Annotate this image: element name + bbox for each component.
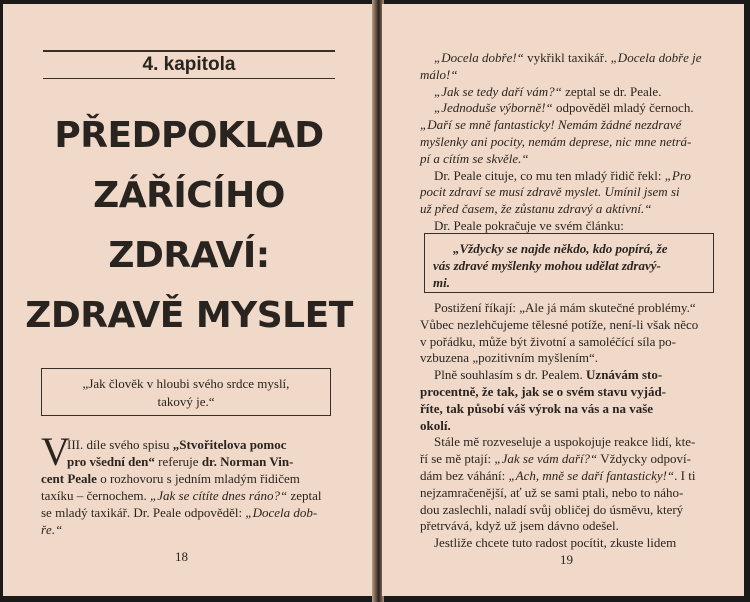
body-line: nejzamračenější, ať už se sami ptali, nebo to náho- <box>420 484 684 500</box>
body-line: taxíku – černochem. „Jak se cítíte dnes ráno?“ zeptal <box>41 488 322 503</box>
body-line: „Docela dobře!“ vykřikl taxikář. „Docela dobře je <box>434 50 702 65</box>
body-line: přetrvává, když už jsem dávno odešel. <box>420 518 619 534</box>
body-line: Dr. Peale pokračuje ve svém článku: <box>434 217 624 233</box>
box-line: mi. <box>433 275 450 290</box>
body-line: dám bez váhání: „Ach, mně se daří fantasticky!“. I ti <box>420 467 696 483</box>
body-line: Jestliže chcete tuto radost pocítit, zkuste lidem <box>434 535 677 551</box>
title-line: ZÁŘÍCÍHO <box>93 175 285 216</box>
body-line: procentně, že tak, jak se o svém stavu vyjád- <box>420 383 667 399</box>
body-line: pro všední den“ referuje dr. Norman Vin- <box>67 454 294 469</box>
page-number-left: 18 <box>175 549 188 564</box>
body-line: Stále mě rozveseluje a uspokojuje reakce lidí, kte- <box>434 434 696 450</box>
chapter-rule-top <box>43 50 335 52</box>
right-para-1 <box>420 50 720 235</box>
highlight-quote-box <box>424 233 714 293</box>
body-line: už před časem, že zůstanu zdravý a aktivní.“ <box>420 201 652 217</box>
chapter-title <box>23 106 355 346</box>
body-line: cent Peale o rozhovoru s jedním mladým řidičem <box>41 471 300 486</box>
body-line: ří se mě ptají: „Jak se vám daří?“ Vždycky odpoví- <box>420 451 691 467</box>
body-line: se mladý taxikář. Dr. Peale odpověděl: „Docela dob- <box>41 505 318 520</box>
title-line: ZDRAVĚ MYSLET <box>25 295 353 336</box>
motto-box <box>41 368 331 416</box>
body-line: Dr. Peale cituje, co mu ten mladý řidič řekl: „Pro <box>434 167 691 183</box>
chapter-rule-bottom <box>43 78 335 79</box>
body-line: málo!“ <box>420 66 458 82</box>
body-line: dou zaslechli, naladí svůj obličej do úsměvu, který <box>420 501 684 517</box>
body-line: III. díle svého spisu „Stvořitelova pomoc <box>67 437 287 452</box>
body-line: pocit zdraví se musí zdravě myslet. Umínil jsem si <box>420 184 680 200</box>
body-line: pí a cítím se skvěle.“ <box>420 150 529 166</box>
body-line: okolí. <box>420 417 451 433</box>
drop-cap: V <box>41 429 70 474</box>
body-line: „Jak se tedy daří vám?“ zeptal se dr. Peale. <box>434 83 662 99</box>
body-line: v pořádku, může být životní a samoléčící síla po- <box>420 333 676 349</box>
body-line: Vůbec nezlehčujeme tělesné potíže, není-li však něco <box>420 316 699 332</box>
title-line: PŘEDPOKLAD <box>54 115 324 156</box>
box-line: vás zdravé myšlenky mohou udělat zdravý- <box>433 258 661 273</box>
right-para-2 <box>420 300 720 552</box>
body-line: „Jednoduše výborně!“ odpověděl mladý černoch. <box>434 100 694 116</box>
body-line: Postižení říkají: „Ale já mám skutečné problémy.“ <box>434 300 696 315</box>
right-page <box>382 4 744 596</box>
box-line: „Vždycky se najde někdo, kdo popírá, že <box>453 241 668 256</box>
motto-line: takový je.“ <box>157 394 215 409</box>
body-line: Plně souhlasím s dr. Pealem. Uznávám sto- <box>434 367 663 383</box>
body-line: ře.“ <box>41 522 63 537</box>
left-body-text <box>41 429 333 538</box>
body-line: vzbuzena „pozitivním myšlením“. <box>420 350 598 366</box>
body-line: „Daří se mně fantasticky! Nemám žádné nezdravé <box>420 117 682 133</box>
body-line: říte, tak působí váš výrok na vás a na vaše <box>420 400 654 416</box>
chapter-label: 4. kapitola <box>142 54 236 75</box>
title-line: ZDRAVÍ: <box>108 235 270 276</box>
left-page <box>3 4 375 596</box>
page-number-right: 19 <box>560 552 573 567</box>
body-line: myšlenky ani pocity, nemám deprese, nic mne netrá- <box>420 133 692 149</box>
motto-line: „Jak člověk v hloubi svého srdce myslí, <box>82 376 290 391</box>
